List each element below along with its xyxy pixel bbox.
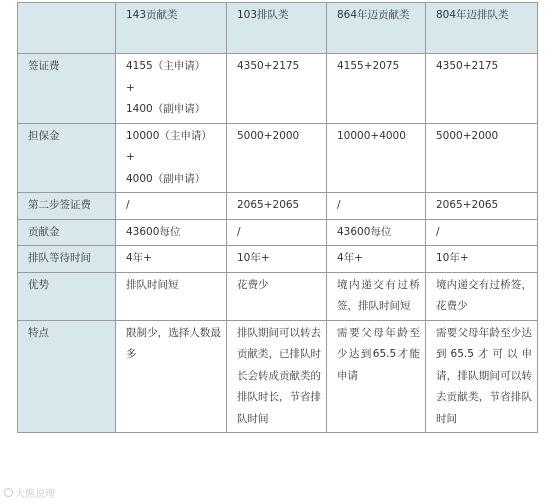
table-row	[18, 246, 538, 273]
cell-text: 10000+4000	[337, 129, 406, 142]
comparison-table	[17, 2, 538, 433]
header-cell-143: 143贡献类	[116, 3, 227, 54]
cell-text: 限制少，选择人数最多	[126, 326, 221, 360]
cell-text: 境内递交有过桥签，花费少	[436, 278, 532, 312]
table-cell	[426, 193, 538, 220]
cell-text: 需要父母年龄至少达到65.5才能申请	[337, 326, 420, 382]
cell-text: 43600每位	[126, 225, 181, 238]
cell-text: +	[126, 81, 135, 94]
cell-text: 4350+2175	[237, 60, 300, 72]
camera-icon	[4, 488, 13, 497]
row-label: 优势	[18, 272, 116, 320]
table-row	[18, 320, 538, 433]
table-cell	[426, 320, 538, 433]
cell-text: 2065+2065	[237, 199, 300, 211]
table-cell	[327, 219, 426, 246]
table-cell	[116, 193, 227, 220]
cell-text: 4350+2175	[436, 60, 499, 72]
table-cell	[426, 123, 538, 193]
table-cell	[116, 123, 227, 193]
header-cell-empty	[18, 3, 116, 54]
table-cell	[116, 246, 227, 273]
header-cell-103: 103排队类	[227, 3, 327, 54]
table-cell	[116, 219, 227, 246]
table-cell	[426, 246, 538, 273]
cell-text: 4155+2075	[337, 60, 400, 72]
table-row	[18, 219, 538, 246]
cell-text: /	[337, 199, 341, 211]
table-cell	[327, 193, 426, 220]
cell-text: 2065+2065	[436, 199, 499, 211]
cell-text: 10年+	[436, 252, 469, 264]
row-label: 签证费	[18, 54, 116, 124]
table-cell	[327, 272, 426, 320]
watermark-text: 大熊说理	[15, 489, 55, 500]
header-cell-864: 864年迈贡献类	[327, 3, 426, 54]
table-body	[18, 3, 538, 433]
cell-text: 1400（副申请）	[126, 103, 206, 115]
row-label: 第二步签证费	[18, 193, 116, 220]
cell-text: /	[237, 225, 241, 238]
table-cell	[227, 193, 327, 220]
cell-text: 43600每位	[337, 225, 392, 238]
table-row	[18, 54, 538, 124]
cell-text: 4155（主申请）	[126, 60, 206, 72]
table-cell	[426, 219, 538, 246]
cell-text: 4年+	[126, 252, 152, 264]
cell-text: 4000（副申请）	[126, 172, 206, 185]
header-cell-804: 804年迈排队类	[426, 3, 538, 54]
table-cell	[227, 219, 327, 246]
table-cell	[327, 54, 426, 124]
table-cell	[116, 272, 227, 320]
table-row	[18, 193, 538, 220]
row-label: 担保金	[18, 123, 116, 193]
table-cell	[327, 320, 426, 433]
table-cell	[227, 54, 327, 124]
cell-text: 10000（主申请）	[126, 129, 212, 142]
cell-text: 排队期间可以转去贡献类，已排队时长会转成贡献类的排队时长，节省排队时间	[237, 326, 321, 425]
cell-text: 花费少	[237, 278, 269, 291]
cell-text: 5000+2000	[237, 129, 300, 142]
table-row	[18, 272, 538, 320]
table-cell	[227, 272, 327, 320]
cell-text: /	[436, 225, 440, 238]
table-cell	[116, 320, 227, 433]
cell-text: 4年+	[337, 252, 363, 264]
cell-text: 10年+	[237, 252, 270, 264]
table-header-row	[18, 3, 538, 54]
table-cell	[426, 272, 538, 320]
table-row	[18, 123, 538, 193]
table-cell	[227, 246, 327, 273]
cell-text: 境内递交有过桥签，排队时间短	[337, 278, 420, 312]
table-cell	[327, 246, 426, 273]
cell-text: 需要父母年龄至少达到65.5才可以申请，排队期间可以转去贡献类，节省排队时间	[436, 326, 532, 425]
table-cell	[116, 54, 227, 124]
cell-text: /	[126, 199, 130, 211]
table-cell	[227, 320, 327, 433]
table-cell	[426, 54, 538, 124]
cell-text: 排队时间短	[126, 278, 179, 291]
watermark	[4, 485, 55, 500]
row-label: 贡献金	[18, 219, 116, 246]
cell-text: 5000+2000	[436, 129, 499, 142]
table-cell	[327, 123, 426, 193]
row-label: 排队等待时间	[18, 246, 116, 273]
cell-text: +	[126, 151, 135, 163]
row-label: 特点	[18, 320, 116, 433]
table-cell	[227, 123, 327, 193]
